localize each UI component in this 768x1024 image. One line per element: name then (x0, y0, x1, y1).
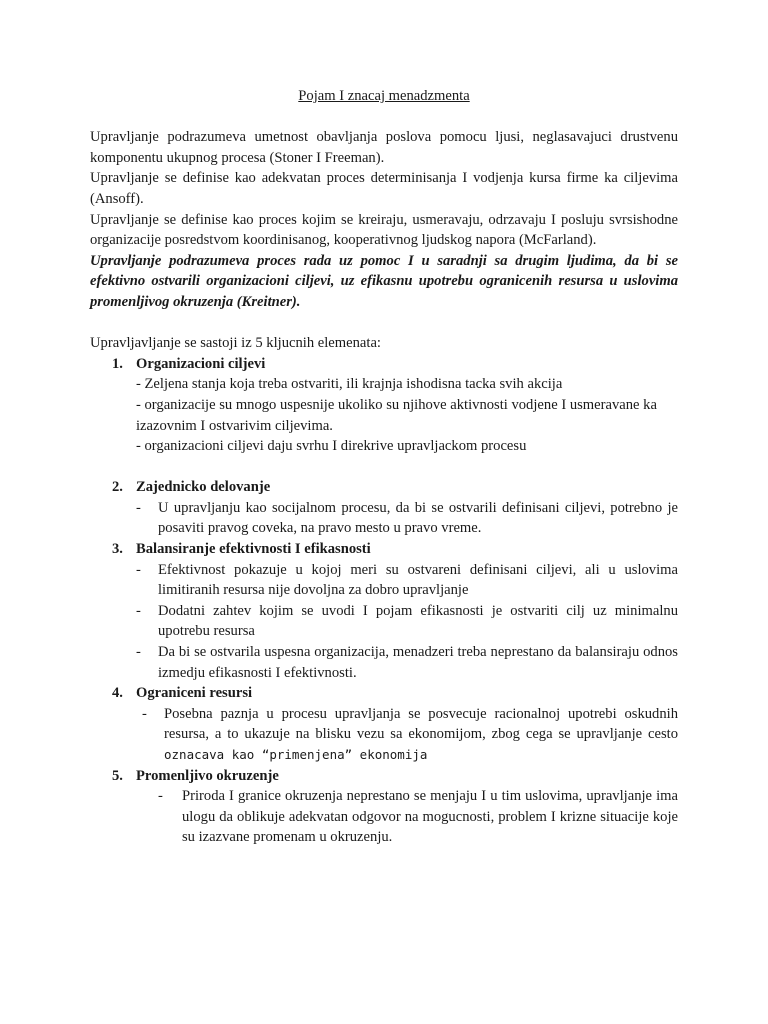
dash-marker: - (136, 499, 141, 516)
bullet-item (158, 786, 678, 848)
element-item (90, 539, 678, 683)
bullet-item (136, 560, 678, 601)
element-item (90, 683, 678, 765)
dash-marker: - (142, 705, 147, 722)
bullet-item (136, 704, 678, 766)
spacer (136, 457, 678, 478)
element-number: 2. (112, 479, 123, 496)
element-line: - Zeljena stanja koja treba ostvariti, ili krajnja ishodisna tacka svih akcija (136, 376, 563, 393)
element-bullets (136, 560, 678, 684)
element-line: - organizacije su mnogo uspesnije ukoliko su njihove aktivnosti vodjene I usmeravane ka izazovnim I ostvarivim ciljevima. (136, 396, 657, 434)
element-number: 1. (112, 355, 123, 372)
spacer (90, 313, 678, 334)
dash-marker: - (136, 602, 141, 619)
element-heading: Balansiranje efektivnosti I efikasnosti (136, 541, 371, 558)
bullet-text: Priroda I granice okruzenja neprestano se menjaju I u tim uslovima, upravljanje ima ulogu da oblikuje adekvatan odgovor na mogucnosti, problem I krizne situacije koje su izazvane promenam u okruzenju. (182, 788, 678, 846)
bullet-text-tail: oznacava kao “primenjena” ekonomija (164, 747, 428, 762)
element-heading: Zajednicko delovanje (136, 479, 271, 496)
document-page (90, 86, 678, 848)
bullet-text: Da bi se ostvarila uspesna organizacija, menadzeri treba neprestano da balansiraju odnos izmedju efikasnosti I efektivnosti. (158, 644, 678, 681)
element-item (90, 354, 678, 478)
dash-marker: - (158, 788, 163, 805)
element-heading: Ograniceni resursi (136, 685, 253, 702)
element-bullets (136, 786, 678, 848)
element-heading: Organizacioni ciljevi (136, 355, 266, 372)
element-bullets (136, 498, 678, 539)
element-number: 3. (112, 541, 123, 558)
element-heading: Promenljivo okruzenje (136, 767, 279, 784)
dash-marker: - (136, 561, 141, 578)
elements-list (90, 354, 678, 848)
dash-marker: - (136, 644, 141, 661)
document-title: Pojam I znacaj menadzmenta (298, 88, 470, 104)
bullet-text: Efektivnost pokazuje u kojoj meri su ostvareni definisani ciljevi, ali u uslovima limitiranih resursa nije dovoljna za dobro upravljanje (158, 561, 678, 599)
element-item (90, 477, 678, 539)
element-item (90, 766, 678, 848)
bullet-text: U upravljanju kao socijalnom procesu, da bi se ostvarili definisani ciljevi, potrebno je posaviti pravog coveka, na pravo mesto u pravo vreme. (158, 499, 678, 537)
element-number: 4. (112, 685, 123, 702)
bullet-item (136, 642, 678, 683)
definition-stoner: Upravljanje podrazumeva umetnost obavljanja poslova pomocu ljusi, neglasavajuci drustvenu komponentu ukupnog procesa (Stoner I Freeman). (90, 129, 678, 166)
element-bullets (136, 704, 678, 766)
bullet-text: Posebna paznja u procesu upravljanja se posvecuje racionalnoj upotrebi oskudnih resursa, a to ukazuje na blisku vezu sa ekonomijom, zbog cega se upravljanje cesto (164, 705, 678, 743)
element-line: - organizacioni ciljevi daju svrhu I direkrive upravljackom procesu (136, 438, 527, 455)
definition-kreitner: Upravljanje podrazumeva proces rada uz pomoc I u saradnji sa drugim ljudima, da bi se efektivno ostvarili organizacioni ciljevi, uz efikasnu upotrebu ogranicenih resursa u uslovima promenljivog okruzenja (Kreitner). (90, 252, 678, 310)
element-number: 5. (112, 767, 123, 784)
elements-intro: Upravljavljanje se sastoji iz 5 kljucnih elemenata: (90, 335, 381, 352)
bullet-item (136, 498, 678, 539)
definition-mcfarland: Upravljanje se definise kao proces kojim se kreiraju, usmeravaju, odrzavaju I posluju svrsishodne organizacije posredstvom koordinisanog, kooperativnog ljudskog napora (McFarland). (90, 211, 678, 249)
bullet-text: Dodatni zahtev kojim se uvodi I pojam efikasnosti je ostvariti cilj uz minimalnu upotrebu resursa (158, 602, 678, 640)
bullet-item (136, 601, 678, 642)
definition-ansoff: Upravljanje se definise kao adekvatan proces determinisanja I vodjenja kursa firme ka ciljevima (Ansoff). (90, 170, 678, 207)
